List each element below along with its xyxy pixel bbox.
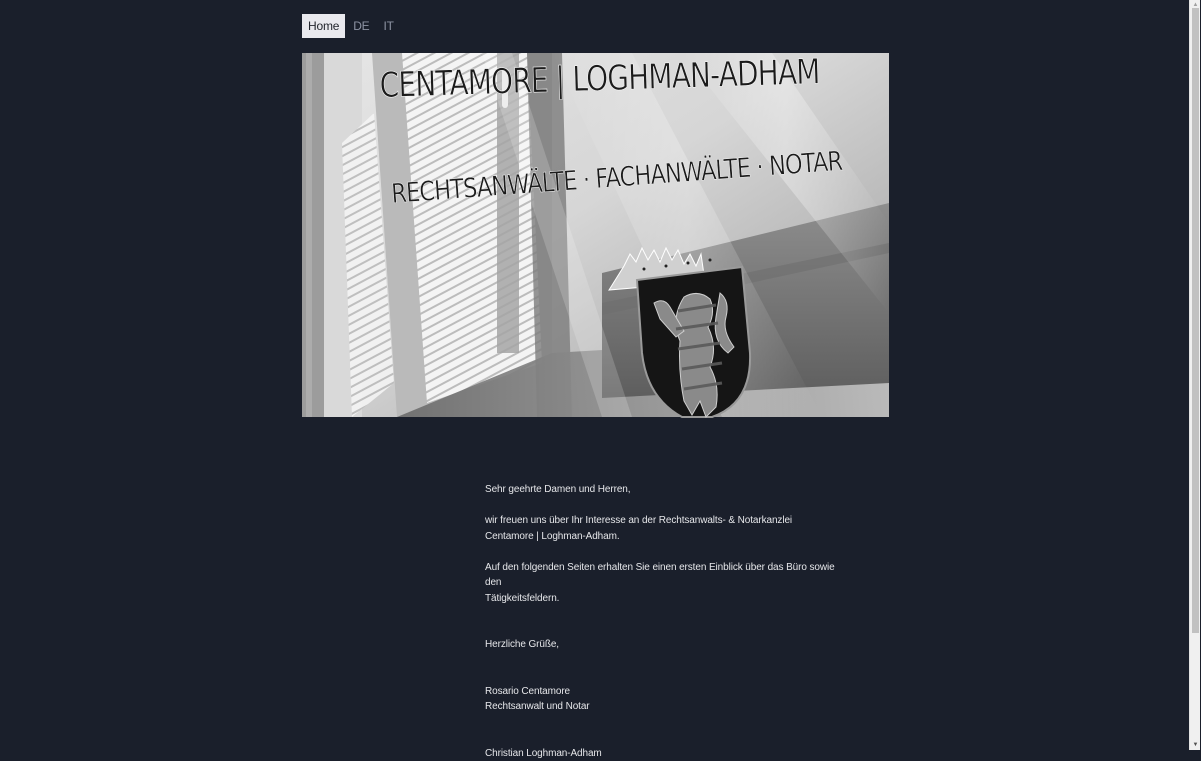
intro-line-2: Centamore | Loghman-Adham. [485, 529, 845, 545]
closing: Herzliche Grüße, [485, 637, 845, 653]
signer-1-name: Rosario Centamore [485, 684, 845, 700]
info-line-2: Tätigkeitsfeldern. [485, 591, 845, 607]
intro-line-1: wir freuen uns über Ihr Interesse an der Rechtsanwalts- & Notarkanzlei [485, 513, 845, 529]
language-nav [302, 14, 400, 38]
nav-item-de[interactable]: DE [347, 14, 375, 38]
nav-item-it[interactable]: IT [378, 14, 400, 38]
scroll-thumb[interactable] [1192, 8, 1199, 633]
signer-2-name: Christian Loghman-Adham [485, 746, 845, 761]
scroll-down-icon[interactable]: ▼ [1190, 741, 1201, 749]
vertical-scrollbar[interactable] [1189, 0, 1200, 750]
sign-line-1: CENTAMORE | LOGHMAN-ADHAM [379, 52, 820, 106]
greeting: Sehr geehrte Damen und Herren, [485, 482, 845, 498]
info-line-1: Auf den folgenden Seiten erhalten Sie einen ersten Einblick über das Büro sowie den [485, 560, 845, 591]
scroll-up-icon[interactable]: ▲ [1190, 1, 1201, 9]
welcome-letter [485, 482, 845, 761]
sign-line-2: RECHTSANWÄLTE · FACHANWÄLTE · NOTAR [390, 145, 843, 210]
hero-image [302, 53, 889, 417]
nav-item-home[interactable]: Home [302, 14, 345, 38]
signer-1-title: Rechtsanwalt und Notar [485, 699, 845, 715]
